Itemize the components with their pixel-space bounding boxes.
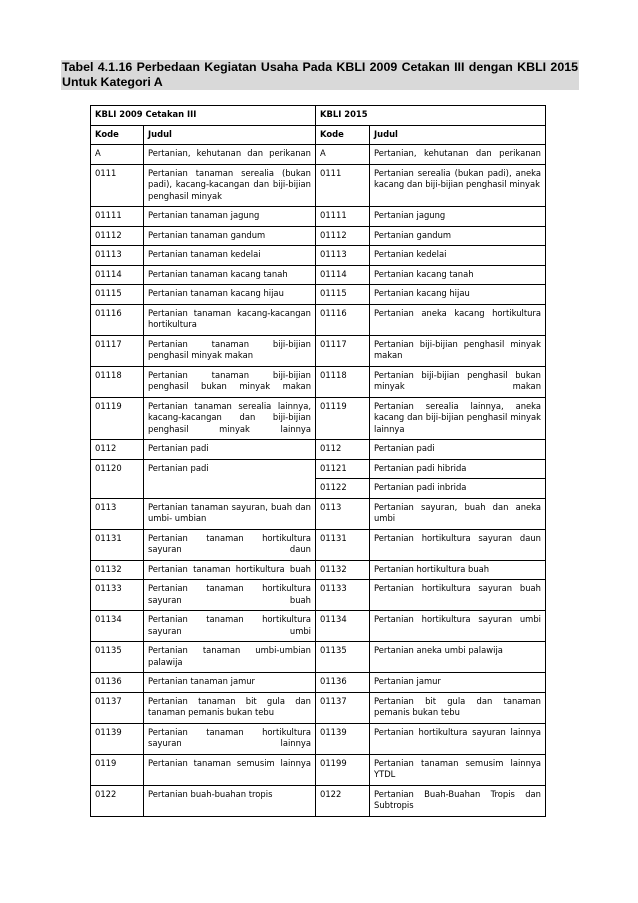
kode-2015-cell: 01117 — [316, 335, 370, 366]
judul-2009-cell: Pertanian buah-buahan tropis — [144, 785, 316, 816]
judul-2009-cell: Pertanian tanaman sayuran, buah dan umbi- umbian — [144, 498, 316, 529]
judul-2009-cell: Pertanian tanaman hortikultura buah — [144, 560, 316, 580]
kode-2009-cell: 0122 — [91, 785, 144, 816]
table-row — [91, 366, 546, 397]
table-group-header-row — [91, 106, 546, 126]
table-row — [91, 285, 546, 305]
judul-2015-cell: Pertanian serealia (bukan padi), aneka kacang dan biji-bijian penghasil minyak — [370, 164, 546, 207]
table-row — [91, 611, 546, 642]
table-row — [91, 164, 546, 207]
kode-2009-cell: 0113 — [91, 498, 144, 529]
kbli-comparison-table — [90, 105, 546, 817]
judul-2015-cell: Pertanian, kehutanan dan perikanan — [370, 145, 546, 165]
kode-2015-cell: 01122 — [316, 479, 370, 499]
kode-2009-cell: 01114 — [91, 265, 144, 285]
kode-2009-cell: 01139 — [91, 723, 144, 754]
judul-2009-cell: Pertanian tanaman bit gula dan tanaman pemanis bukan tebu — [144, 692, 316, 723]
judul-2015-cell: Pertanian kacang hijau — [370, 285, 546, 305]
kode-2009-cell: 01132 — [91, 560, 144, 580]
judul-2009-cell: Pertanian, kehutanan dan perikanan — [144, 145, 316, 165]
judul-2009-cell: Pertanian tanaman hortikultura sayuran umbi — [144, 611, 316, 642]
table-row — [91, 529, 546, 560]
table-row — [91, 207, 546, 227]
judul-2015-cell: Pertanian hortikultura buah — [370, 560, 546, 580]
table-row — [91, 560, 546, 580]
table-body — [91, 145, 546, 817]
judul-2009-cell: Pertanian tanaman umbi-umbian palawija — [144, 642, 316, 673]
judul-2015-cell: Pertanian kedelai — [370, 246, 546, 266]
judul-2015-cell: Pertanian padi hibrida — [370, 459, 546, 479]
kode-2015-cell: 01134 — [316, 611, 370, 642]
kode-2015-cell: 01115 — [316, 285, 370, 305]
kode-2009-cell: A — [91, 145, 144, 165]
kode-2015-cell: 01139 — [316, 723, 370, 754]
kode-2009-cell: 01134 — [91, 611, 144, 642]
kode-2009-cell: 0112 — [91, 440, 144, 460]
title-band — [61, 60, 579, 90]
table-row — [91, 580, 546, 611]
judul-2015-cell: Pertanian aneka umbi palawija — [370, 642, 546, 673]
judul-2015-cell: Pertanian jamur — [370, 673, 546, 693]
judul-2009-cell: Pertanian tanaman gandum — [144, 226, 316, 246]
kode-2015-cell: 01121 — [316, 459, 370, 479]
kode-2009-cell: 01118 — [91, 366, 144, 397]
kode-2015-cell: 01112 — [316, 226, 370, 246]
kode-2009-cell: 01136 — [91, 673, 144, 693]
judul-2015-cell: Pertanian hortikultura sayuran lainnya — [370, 723, 546, 754]
kode-2015-cell: 01131 — [316, 529, 370, 560]
kode-2015-cell: 01199 — [316, 754, 370, 785]
table-row — [91, 723, 546, 754]
judul-2009-cell: Pertanian tanaman biji-bijian penghasil bukan minyak makan — [144, 366, 316, 397]
kode-2015-cell: 0112 — [316, 440, 370, 460]
judul-2009-cell: Pertanian tanaman serealia (bukan padi), kacang-kacangan dan biji-bijian penghasil minyak — [144, 164, 316, 207]
kode-2015-cell: 01118 — [316, 366, 370, 397]
kode-2015-cell: 01114 — [316, 265, 370, 285]
judul-2009-cell: Pertanian tanaman hortikultura sayuran lainnya — [144, 723, 316, 754]
kode-2009-cell: 01113 — [91, 246, 144, 266]
table-row — [91, 397, 546, 440]
kode-2009-cell: 01133 — [91, 580, 144, 611]
judul-2009-cell: Pertanian tanaman serealia lainnya, kacang-kacangan dan biji-bijian penghasil minyak lainnya — [144, 397, 316, 440]
table-row — [91, 335, 546, 366]
judul-2009-cell: Pertanian padi — [144, 440, 316, 460]
judul-2009-cell: Pertanian padi — [144, 459, 316, 498]
kode-2015-cell: 0111 — [316, 164, 370, 207]
judul-2015-cell: Pertanian hortikultura sayuran umbi — [370, 611, 546, 642]
table-row — [91, 459, 546, 479]
judul-2015-cell: Pertanian gandum — [370, 226, 546, 246]
kode-2015-cell: 01111 — [316, 207, 370, 227]
table-row — [91, 642, 546, 673]
kode-2015-cell: 0113 — [316, 498, 370, 529]
kode-2015-cell: 01119 — [316, 397, 370, 440]
table-row — [91, 304, 546, 335]
judul-2015-cell: Pertanian biji-bijian penghasil bukan minyak makan — [370, 366, 546, 397]
kode-2009-cell: 01115 — [91, 285, 144, 305]
judul-2015-cell: Pertanian serealia lainnya, aneka kacang dan biji-bijian penghasil minyak lainnya — [370, 397, 546, 440]
judul-2015-cell: Pertanian tanaman semusim lainnya YTDL — [370, 754, 546, 785]
group-header-kbli-2009: KBLI 2009 Cetakan III — [91, 106, 316, 126]
table-row — [91, 226, 546, 246]
kode-2009-cell: 01119 — [91, 397, 144, 440]
judul-2015-cell: Pertanian kacang tanah — [370, 265, 546, 285]
judul-2009-cell: Pertanian tanaman kacang tanah — [144, 265, 316, 285]
table-row — [91, 673, 546, 693]
table-row — [91, 440, 546, 460]
kode-2015-cell: 01132 — [316, 560, 370, 580]
kode-2009-cell: 01116 — [91, 304, 144, 335]
table-row — [91, 754, 546, 785]
kode-2009-cell: 0119 — [91, 754, 144, 785]
judul-2009-cell: Pertanian tanaman kacang-kacangan hortikultura — [144, 304, 316, 335]
kode-2015-cell: 01116 — [316, 304, 370, 335]
kode-2009-cell: 0111 — [91, 164, 144, 207]
judul-2009-cell: Pertanian tanaman hortikultura sayuran daun — [144, 529, 316, 560]
table-row — [91, 246, 546, 266]
kode-2009-cell: 01117 — [91, 335, 144, 366]
kode-2009-cell: 01131 — [91, 529, 144, 560]
kode-2009-cell: 01137 — [91, 692, 144, 723]
judul-2009-cell: Pertanian tanaman jamur — [144, 673, 316, 693]
column-header-judul-2009: Judul — [144, 125, 316, 145]
judul-2015-cell: Pertanian hortikultura sayuran daun — [370, 529, 546, 560]
column-header-judul-2015: Judul — [370, 125, 546, 145]
judul-2015-cell: Pertanian Buah-Buahan Tropis dan Subtropis — [370, 785, 546, 816]
judul-2015-cell: Pertanian biji-bijian penghasil minyak makan — [370, 335, 546, 366]
group-header-kbli-2015: KBLI 2015 — [316, 106, 546, 126]
judul-2015-cell: Pertanian bit gula dan tanaman pemanis bukan tebu — [370, 692, 546, 723]
judul-2009-cell: Pertanian tanaman kacang hijau — [144, 285, 316, 305]
document-title: Tabel 4.1.16 Perbedaan Kegiatan Usaha Pada KBLI 2009 Cetakan III dengan KBLI 2015 Untuk Kategori A — [62, 60, 578, 89]
kode-2015-cell: 01113 — [316, 246, 370, 266]
kode-2015-cell: 0122 — [316, 785, 370, 816]
judul-2015-cell: Pertanian hortikultura sayuran buah — [370, 580, 546, 611]
table-row — [91, 785, 546, 816]
table-column-header-row — [91, 125, 546, 145]
judul-2015-cell: Pertanian padi — [370, 440, 546, 460]
table-row — [91, 265, 546, 285]
table-row — [91, 145, 546, 165]
kode-2015-cell: A — [316, 145, 370, 165]
judul-2015-cell: Pertanian jagung — [370, 207, 546, 227]
kode-2009-cell: 01111 — [91, 207, 144, 227]
judul-2015-cell: Pertanian sayuran, buah dan aneka umbi — [370, 498, 546, 529]
kode-2009-cell: 01112 — [91, 226, 144, 246]
table-row — [91, 692, 546, 723]
kode-2009-cell: 01135 — [91, 642, 144, 673]
judul-2009-cell: Pertanian tanaman kedelai — [144, 246, 316, 266]
judul-2015-cell: Pertanian aneka kacang hortikultura — [370, 304, 546, 335]
kode-2015-cell: 01137 — [316, 692, 370, 723]
judul-2009-cell: Pertanian tanaman biji-bijian penghasil minyak makan — [144, 335, 316, 366]
kode-2015-cell: 01136 — [316, 673, 370, 693]
judul-2009-cell: Pertanian tanaman semusim lainnya — [144, 754, 316, 785]
judul-2015-cell: Pertanian padi inbrida — [370, 479, 546, 499]
kode-2015-cell: 01135 — [316, 642, 370, 673]
column-header-kode-2009: Kode — [91, 125, 144, 145]
table-row — [91, 498, 546, 529]
judul-2009-cell: Pertanian tanaman hortikultura sayuran buah — [144, 580, 316, 611]
judul-2009-cell: Pertanian tanaman jagung — [144, 207, 316, 227]
kode-2015-cell: 01133 — [316, 580, 370, 611]
kode-2009-cell: 01120 — [91, 459, 144, 498]
column-header-kode-2015: Kode — [316, 125, 370, 145]
